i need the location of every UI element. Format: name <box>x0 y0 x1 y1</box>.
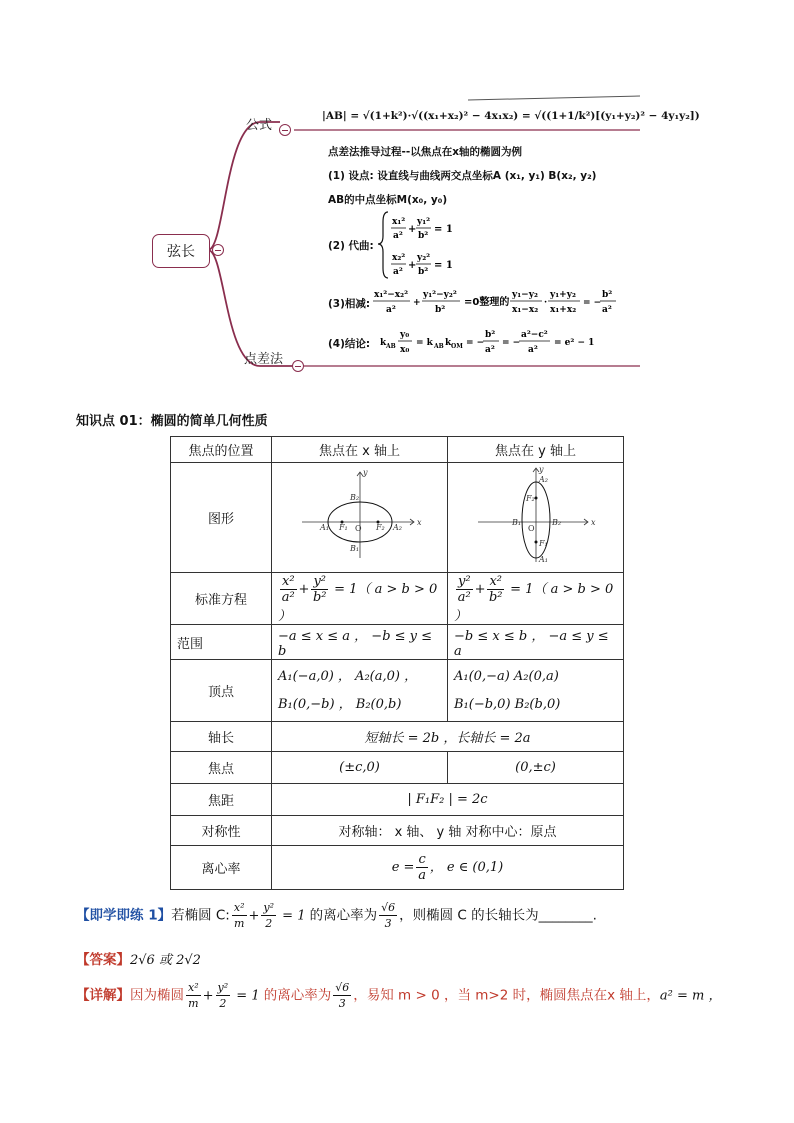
figure-y-ellipse <box>448 463 624 573</box>
answer-line <box>76 948 201 968</box>
svg-text:b²: b² <box>602 290 613 300</box>
svg-text:x₀: x₀ <box>400 345 410 355</box>
header-y-axis: 焦点在 y 轴上 <box>448 437 624 463</box>
svg-text:F₁: F₁ <box>338 522 348 532</box>
detail-tag: 【详解】 <box>76 987 130 1004</box>
svg-text:AB: AB <box>386 343 396 350</box>
svg-text:= −: = − <box>466 338 485 348</box>
detail-line: 【详解】因为椭圆 $\frac{\text{x²}}{m}$ + $\frac{\text{y²}}{2}$ = 1 的离心率为 $\frac{√6}{3}$ ，易知 m > 0 ，当 m>2 时，椭圆焦点在x 轴上，a² = m ， <box>76 981 722 1010</box>
svg-text:b²: b² <box>435 305 446 315</box>
svg-text:OM: OM <box>451 343 463 350</box>
svg-text:x₁−x₂: x₁−x₂ <box>512 305 539 315</box>
svg-text:a²−c²: a²−c² <box>521 330 548 340</box>
equation-y: $\frac{\text{y²}}{\text{a²}}$ + $\frac{\text{x²}}{\text{b²}}$ = 1（ a > b > 0 ） <box>448 573 624 625</box>
row-label-focus: 焦点 <box>171 752 272 784</box>
step-1: (1) 设点: 设直线与曲线两交点坐标A (x₁, y₁) B(x₂, y₂) <box>328 170 597 182</box>
svg-text:y₁²−y₂²: y₁²−y₂² <box>423 290 457 300</box>
eccentricity: e = $\frac{c}{a}$ ， e ∈ (0,1) <box>272 846 624 890</box>
svg-text:x₁²−x₂²: x₁²−x₂² <box>374 290 409 300</box>
svg-text:= k: = k <box>416 338 433 348</box>
svg-text:a²: a² <box>485 345 495 355</box>
svg-text:y₁²: y₁² <box>417 217 431 227</box>
svg-text:y₁−y₂: y₁−y₂ <box>512 290 538 300</box>
table-row-focus <box>171 752 624 784</box>
answer-value: 2√6 或 2√2 <box>130 953 201 968</box>
svg-text:B₂: B₂ <box>349 492 359 502</box>
symmetry: 对称轴： x 轴、 y 轴 对称中心：原点 <box>272 816 624 846</box>
table-row-equation <box>171 573 624 625</box>
step-3-equation <box>372 284 622 324</box>
ellipse-properties-table <box>170 436 624 890</box>
svg-text:k: k <box>445 338 452 348</box>
svg-text:+: + <box>408 224 417 235</box>
mindmap-root-label: 弦长 <box>167 244 195 260</box>
svg-text:a²: a² <box>393 231 403 241</box>
vertex-x: A₁(−a,0) ， A₂(a,0) ， B₁(0,−b) ， B₂(0,b) <box>272 660 448 722</box>
mindmap-branch-point-diff[interactable]: 点差法 <box>244 352 284 367</box>
table-row-figure <box>171 463 624 573</box>
row-label-range: 范围 <box>171 625 272 660</box>
row-label-vertex: 顶点 <box>171 660 272 722</box>
svg-text:= −: = − <box>583 298 602 308</box>
axis-length: 短轴长 = 2b ，长轴长 = 2a <box>272 722 624 752</box>
ellipse-vertical-diagram <box>476 466 596 566</box>
svg-text:+: + <box>408 260 417 271</box>
svg-text:y₁+y₂: y₁+y₂ <box>550 290 576 300</box>
svg-text:y₀: y₀ <box>400 330 410 340</box>
range-x: −a ≤ x ≤ a ， −b ≤ y ≤ b <box>272 625 448 660</box>
svg-text:k: k <box>380 338 387 348</box>
figure-x-ellipse <box>272 463 448 573</box>
step-2: (2) 代曲: <box>328 240 374 252</box>
svg-text:= 1: = 1 <box>434 224 453 235</box>
exercise-tag: 【即学即练 1】 <box>76 907 172 924</box>
svg-text:F₂: F₂ <box>375 522 385 532</box>
answer-tag: 【答案】 <box>76 952 130 968</box>
table-row-symmetry <box>171 816 624 846</box>
svg-text:x₂²: x₂² <box>392 253 406 263</box>
svg-text:A₂: A₂ <box>392 522 402 532</box>
svg-text:F₂: F₂ <box>525 493 535 503</box>
section-title: 知识点 01：椭圆的简单几何性质 <box>76 414 268 429</box>
svg-text:y: y <box>362 467 368 477</box>
focal-distance: | F₁F₂ | = 2c <box>272 784 624 816</box>
step-1b: AB的中点坐标M(x₀, y₀) <box>328 194 448 206</box>
svg-text:= e² − 1: = e² − 1 <box>554 338 595 348</box>
svg-text:B₁: B₁ <box>511 517 521 527</box>
header-position: 焦点的位置 <box>171 437 272 463</box>
step-4-equation <box>378 324 608 364</box>
step-3: (3)相减: <box>328 298 371 310</box>
svg-text:a²: a² <box>393 267 403 277</box>
vertex-y: A₁(0,−a) A₂(0,a) B₁(−b,0) B₂(b,0) <box>448 660 624 722</box>
svg-text:=0整理的: =0整理的 <box>464 297 510 308</box>
chord-length-formula: |AB| = √(1+k²)·√((x₁+x₂)² − 4x₁x₂) = √((1+1/k²)[(y₁+y₂)² − 4y₁y₂]) <box>322 110 700 122</box>
svg-text:O: O <box>354 523 362 533</box>
table-row-range <box>171 625 624 660</box>
table-row-axis <box>171 722 624 752</box>
svg-text:b²: b² <box>418 267 429 277</box>
svg-text:AB: AB <box>434 343 444 350</box>
focus-y: (0,±c) <box>448 752 624 784</box>
row-label-symmetry: 对称性 <box>171 816 272 846</box>
equation-x: $\frac{\text{x²}}{\text{a²}}$ + $\frac{\text{y²}}{\text{b²}}$ = 1（ a > b > 0 ） <box>272 573 448 625</box>
svg-text:= −: = − <box>502 338 521 348</box>
table-row-focal-distance <box>171 784 624 816</box>
svg-text:a²: a² <box>528 345 538 355</box>
header-x-axis: 焦点在 x 轴上 <box>272 437 448 463</box>
range-y: −b ≤ x ≤ b ， −a ≤ y ≤ a <box>448 625 624 660</box>
svg-text:x₁+x₂: x₁+x₂ <box>550 305 577 315</box>
exercise-1: 【即学即练 1】若椭圆 C: $\frac{\text{x²}}{m}$ + $\frac{\text{y²}}{2}$ = 1 的离心率为 $\frac{√6}{3}$ ，则椭圆 C 的长轴长为________. <box>76 901 597 930</box>
svg-text:a²: a² <box>386 305 396 315</box>
svg-text:·: · <box>544 298 548 308</box>
row-label-equation: 标准方程 <box>171 573 272 625</box>
ellipse-horizontal-diagram <box>300 466 420 566</box>
svg-text:A₁: A₁ <box>538 554 548 564</box>
table-row-vertex <box>171 660 624 722</box>
row-label-eccentricity: 离心率 <box>171 846 272 890</box>
row-label-figure: 图形 <box>171 463 272 573</box>
svg-text:y: y <box>538 464 544 474</box>
svg-text:x₁²: x₁² <box>392 217 406 227</box>
answer-blank[interactable]: ________. <box>538 907 597 924</box>
svg-text:O: O <box>527 523 535 533</box>
svg-text:A₂: A₂ <box>538 474 548 484</box>
svg-text:x: x <box>416 517 422 527</box>
svg-text:B₂: B₂ <box>551 517 561 527</box>
svg-text:b²: b² <box>485 330 496 340</box>
mindmap-root[interactable] <box>152 234 210 268</box>
svg-text:b²: b² <box>418 231 429 241</box>
row-label-focal: 焦距 <box>171 784 272 816</box>
table-row-eccentricity <box>171 846 624 890</box>
svg-text:x: x <box>590 517 596 527</box>
collapse-toggle-point-diff[interactable] <box>292 360 304 372</box>
mindmap-branch-formula[interactable]: 公式 <box>246 118 273 133</box>
svg-text:F₁: F₁ <box>538 538 548 548</box>
derivation-title: 点差法推导过程--以焦点在x轴的椭圆为例 <box>328 146 522 158</box>
svg-text:a²: a² <box>602 305 612 315</box>
step-2-equations <box>380 208 470 280</box>
svg-text:B₁: B₁ <box>349 543 359 553</box>
collapse-toggle-root[interactable] <box>212 244 224 256</box>
svg-text:+: + <box>413 298 421 308</box>
step-4: (4)结论: <box>328 338 371 350</box>
svg-text:A₁: A₁ <box>319 522 329 532</box>
svg-text:= 1: = 1 <box>434 260 453 271</box>
collapse-toggle-formula[interactable] <box>279 124 291 136</box>
svg-text:y₂²: y₂² <box>417 253 431 263</box>
table-row-header <box>171 437 624 463</box>
row-label-axis: 轴长 <box>171 722 272 752</box>
focus-x: (±c,0) <box>272 752 448 784</box>
